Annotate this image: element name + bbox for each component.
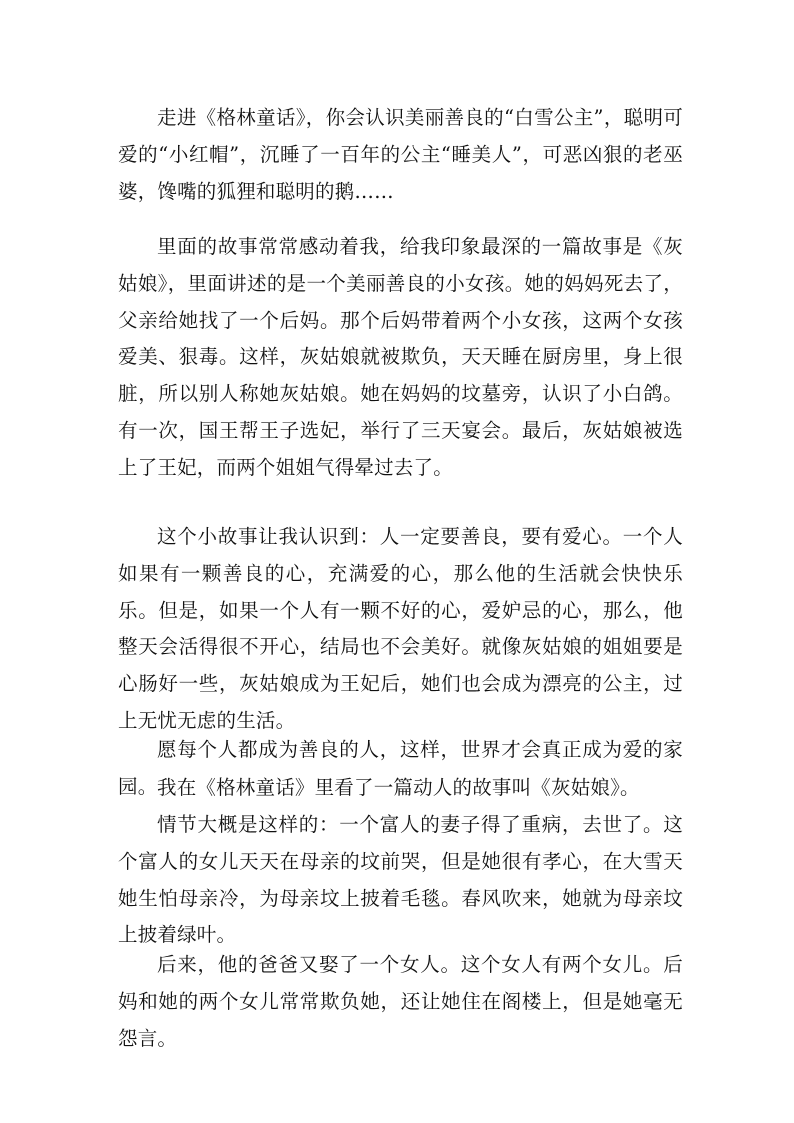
paragraph-plot: 情节大概是这样的：一个富人的妻子得了重病，去世了。这个富人的女儿天天在母亲的坟前哭，但是她很有孝心，在大雪天她生怕母亲冷，为母亲坟上披着毛毯。春风吹来，她就为母亲坟上披着绿叶。	[118, 813, 683, 947]
paragraph-second-essay-intro: 我在《格林童话》里看了一篇动人的故事叫《灰姑娘》。	[157, 776, 640, 799]
paragraph-stepmother: 后来，他的爸爸又娶了一个女人。这个女人有两个女儿。后妈和她的两个女儿常常欺负她，还让她住在阁楼上，但是她毫无怨言。	[118, 953, 683, 1050]
paragraph-cinderella-story: 里面的故事常常感动着我，给我印象最深的一篇故事是《灰姑娘》，里面讲述的是一个美丽善良的小女孩。她的妈妈死去了，父亲给她找了一个后妈。那个后妈带着两个小女孩，这两个女孩爱美、狠毒。这样，灰姑娘就被欺负，天天睡在厨房里，身上很脏，所以别人称她灰姑娘。她在妈妈的坟墓旁，认识了小白鸽。有一次，国王帮王子选妃，举行了三天宴会。最后，灰姑娘被选上了王妃，而两个姐姐气得晕过去了。	[118, 235, 683, 479]
paragraph-wish: 愿每个人都成为善良的人，这样，世界才会真正成为爱的家园。	[118, 738, 683, 798]
paragraph-grimm-intro: 走进《格林童话》，你会认识美丽善良的“白雪公主”，聪明可爱的“小红帽”，沉睡了一百年的公主“睡美人”，可恶凶狠的老巫婆，馋嘴的狐狸和聪明的鹅……	[118, 106, 683, 203]
paragraph-lesson: 这个小故事让我认识到：人一定要善良，要有爱心。一个人如果有一颗善良的心，充满爱的心，那么他的生活就会快快乐乐。但是，如果一个人有一颗不好的心，爱妒忌的心，那么，他整天会活得很不开心，结局也不会美好。就像灰姑娘的姐姐要是心肠好一些，灰姑娘成为王妃后，她们也会成为漂亮的公主，过上无忧无虑的生活。	[118, 525, 683, 732]
